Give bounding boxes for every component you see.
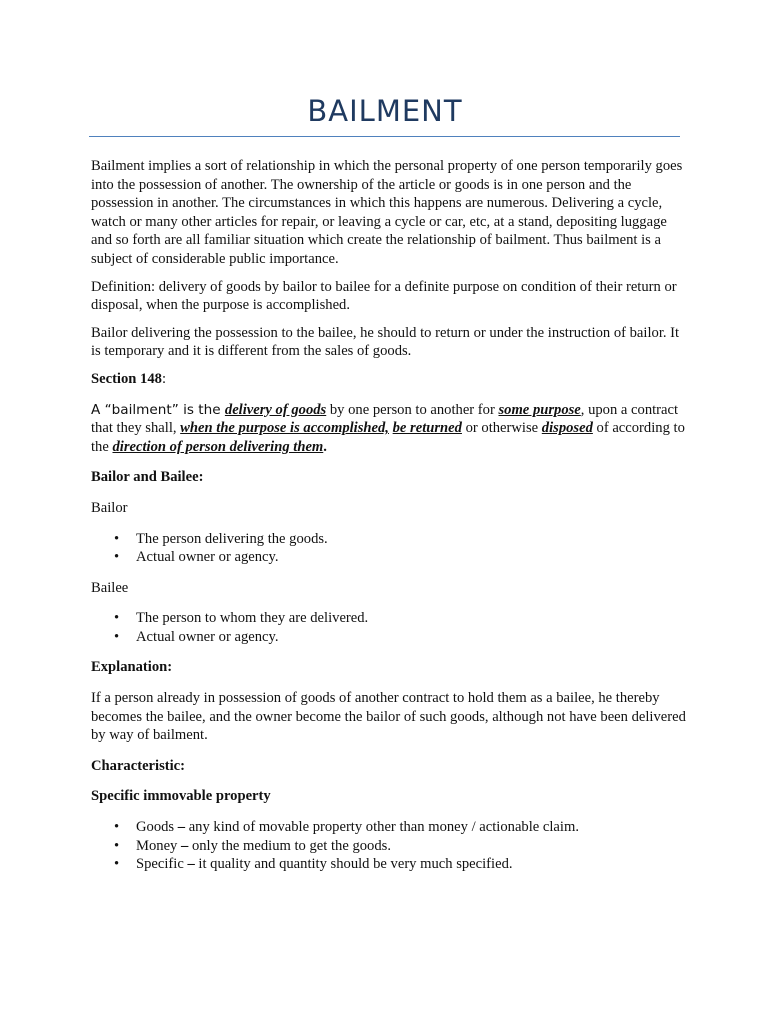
bailee-list bbox=[91, 609, 691, 646]
bullet-icon: • bbox=[114, 530, 120, 547]
list-item: • Goods – any kind of movable property other than money / actionable claim. bbox=[114, 819, 579, 836]
document-title: BAILMENT bbox=[307, 94, 463, 128]
bailor-bailee-heading: Bailor and Bailee: bbox=[91, 469, 204, 486]
section-label: Section 148 bbox=[91, 370, 162, 387]
keyword-delivery-of-goods: delivery of goods bbox=[224, 401, 327, 418]
bailor-list bbox=[91, 530, 691, 567]
keyword-some-purpose: some purpose bbox=[498, 401, 581, 418]
bailee-label: Bailee bbox=[91, 579, 129, 596]
keyword-be-returned: be returned bbox=[392, 420, 462, 437]
bailor-label: Bailor bbox=[91, 499, 128, 516]
section-text-6: of according to the bbox=[91, 420, 685, 455]
section-text-3: , upon a contract that they shall, bbox=[91, 401, 679, 437]
list-item: • Specific – it quality and quantity should be very much specified. bbox=[114, 856, 513, 873]
explanation-paragraph: If a person already in possession of goods of another contract to hold them as a bailee, he thereby becomes the bailee, and the owner become the bailor of such goods, although not have been delivered by way of bailment. bbox=[91, 690, 686, 744]
section-148-paragraph bbox=[91, 401, 691, 457]
definition-paragraph: Definition: delivery of goods by bailor to bailee for a definite purpose on condition of their return or disposal, when the purpose is accomplished. bbox=[91, 278, 677, 314]
bailor-paragraph: Bailor delivering the possession to the bailee, he should to return or under the instruction of bailor. It is temporary and it is different from the sales of goods. bbox=[91, 324, 680, 360]
list-item: • Actual owner or agency. bbox=[114, 549, 279, 566]
bullet-icon: • bbox=[114, 837, 120, 854]
bullet-icon: • bbox=[114, 856, 120, 873]
explanation-heading: Explanation: bbox=[91, 659, 173, 676]
keyword-purpose-accomplished: when the purpose is accomplished, bbox=[180, 420, 389, 437]
list-item: • The person delivering the goods. bbox=[114, 530, 328, 547]
specific-heading: Specific immovable property bbox=[91, 788, 271, 805]
bullet-icon: • bbox=[114, 628, 120, 645]
list-item: • The person to whom they are delivered. bbox=[114, 610, 369, 627]
bullet-icon: • bbox=[114, 549, 120, 566]
section-text-1: A “bailment” is the bbox=[91, 401, 225, 418]
list-item: • Actual owner or agency. bbox=[114, 628, 279, 645]
bullet-icon: • bbox=[114, 610, 120, 627]
section-text-7: . bbox=[323, 438, 327, 455]
keyword-disposed: disposed bbox=[541, 420, 593, 437]
list-item: • Money – only the medium to get the goods. bbox=[114, 837, 391, 854]
title-underline bbox=[89, 136, 680, 137]
document-body bbox=[91, 157, 691, 874]
section-text-5: or otherwise bbox=[461, 420, 542, 437]
section-heading bbox=[91, 370, 691, 389]
characteristic-heading: Characteristic: bbox=[91, 757, 186, 774]
bullet-icon: • bbox=[114, 819, 120, 836]
section-colon: : bbox=[161, 370, 167, 387]
section-text-2: by one person to another for bbox=[326, 401, 499, 418]
keyword-direction-of-person: direction of person delivering them bbox=[112, 438, 324, 455]
document-page bbox=[91, 0, 691, 1024]
characteristics-list bbox=[91, 818, 691, 874]
intro-paragraph: Bailment implies a sort of relationship in which the personal property of one person temporarily goes into the possession of another. The ownership of the article or goods is in one person and the possession in another. The circumstances in which this happens are numerous. Delivering a cycle, watch or many other articles for repair, or leaving a cycle or car, etc, at a stand, depositing luggage and so forth are all familiar situation which create the relationship of bailment. Thus bailment is a subject of considerable public importance. bbox=[91, 158, 683, 267]
